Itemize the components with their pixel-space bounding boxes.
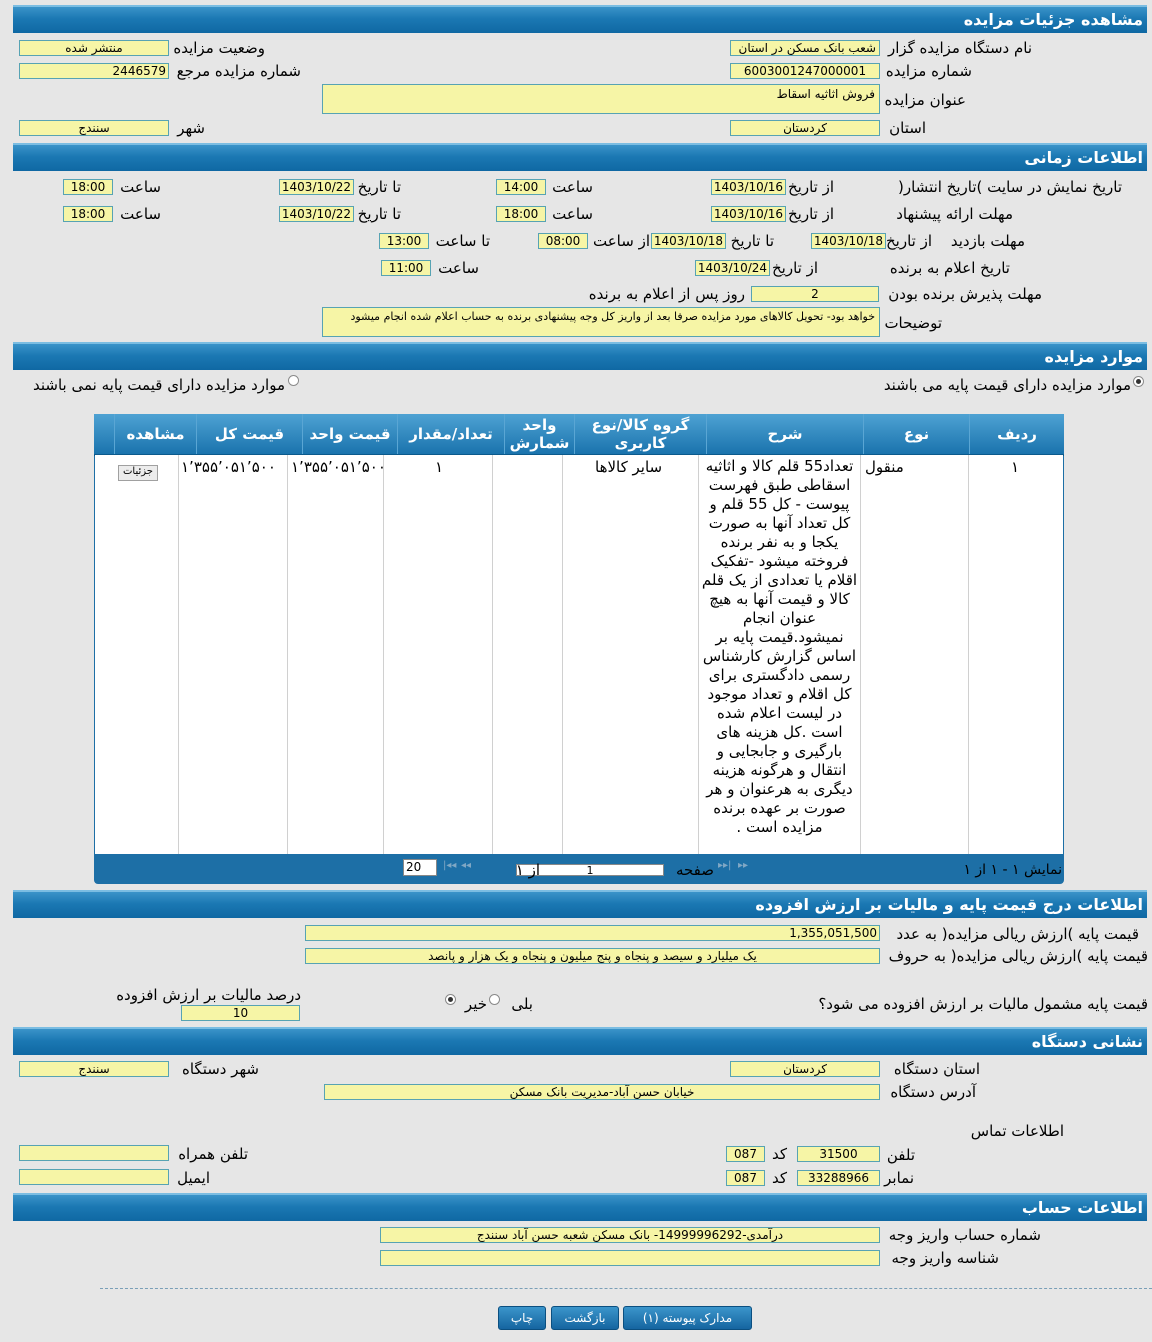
col-divider (562, 455, 563, 854)
city-label: شهر (177, 119, 205, 137)
account-number-label: شماره حساب واریز وجه (888, 1226, 1041, 1244)
offer-label: مهلت ارائه پیشنهاد (896, 205, 1013, 223)
print-button[interactable]: چاپ (498, 1306, 546, 1330)
email-field (19, 1169, 169, 1185)
status-field: منتشر شده (19, 40, 169, 56)
col-divider (287, 455, 288, 854)
number-field: 6003001247000001 (730, 63, 880, 79)
items-table (94, 414, 1064, 884)
status-label: وضعیت مزایده (173, 39, 265, 57)
offer-from-date: 1403/10/16 (711, 206, 786, 222)
page-input[interactable]: 1 (516, 864, 664, 876)
items-table-header (94, 414, 1064, 456)
cell-desc: تعداد55 قلم کالا و اثاثیه اسقاطی طبق فهرست پیوست - کل 55 قلم و کل تعداد آنها به صورت یکجا و به نفر برنده فروخته میشود -تفکیک اقلام یا تعدادی از یک قلم کالا و قیمت آنها به هیچ عنوان انجام نمیشود.قیمت پایه بر اساس گزارش کارشناس رسمی دادگستری برای کل اقلام و تعداد موجود در لیست اعلام شده است .کل هزینه های بارگیری و جابجایی و انتقال و هرگونه هزینه دیگری به هرعنوان و هر صورت بر عهده برنده مزایده است . (701, 457, 858, 836)
winner-from-date-label: از تاریخ (771, 259, 818, 277)
visit-to-hour-label: تا ساعت (435, 232, 490, 250)
pager-summary: نمایش ۱ - ۱ از ۱ (963, 862, 1062, 878)
section-details-header: مشاهده جزئیات مزایده (13, 5, 1147, 33)
publish-from-hour-label: ساعت (552, 178, 593, 196)
province-label: استان (889, 119, 926, 137)
offer-to-time: 18:00 (63, 206, 113, 222)
vat-no-label: خیر (464, 995, 487, 1013)
accept-days: 2 (751, 286, 879, 302)
col-unit-price-header: قیمت واحد (302, 414, 397, 454)
org-city-field: سنندج (19, 1061, 169, 1077)
offer-to-hour-label: ساعت (120, 205, 161, 223)
visit-from-time: 08:00 (538, 233, 588, 249)
offer-from-hour-label: ساعت (552, 205, 593, 223)
vat-yes-radio[interactable] (489, 994, 500, 1005)
winner-time: 11:00 (381, 260, 431, 276)
col-divider (178, 455, 179, 854)
col-total-header: قیمت کل (196, 414, 302, 454)
col-divider (698, 455, 699, 854)
visit-from-date: 1403/10/18 (811, 233, 886, 249)
org-city-label: شهر دستگاه (181, 1060, 259, 1078)
prev-page-icon[interactable]: ◂◂ (461, 860, 472, 871)
notes-label: توضیحات (884, 314, 942, 332)
mobile-label: تلفن همراه (178, 1145, 248, 1163)
cell-type: منقول (865, 458, 904, 476)
publish-from-date: 1403/10/16 (711, 179, 786, 195)
page-label: صفحه (675, 861, 714, 879)
offer-from-date-label: از تاریخ (787, 205, 834, 223)
visit-to-date-label: تا تاریخ (730, 232, 774, 250)
title-field: فروش اثاثیه اسقاط (322, 84, 880, 114)
number-label: شماره مزایده (885, 62, 972, 80)
title-label: عنوان مزایده (884, 91, 966, 109)
payment-id-label: شناسه واریز وجه (891, 1249, 999, 1267)
winner-hour-label: ساعت (438, 259, 479, 277)
cell-row: ۱ (1011, 458, 1020, 476)
col-type-header: نوع (863, 414, 969, 454)
with-base-price-radio[interactable] (1133, 376, 1144, 387)
items-table-body (95, 455, 1063, 854)
without-base-price-label: موارد مزایده دارای قیمت پایه نمی باشند (33, 376, 285, 394)
back-button[interactable]: بازگشت (551, 1306, 619, 1330)
cell-group: سایر کالاها (595, 458, 663, 476)
winner-date: 1403/10/24 (695, 260, 770, 276)
offer-to-date: 1403/10/22 (279, 206, 354, 222)
contact-title: اطلاعات تماس (970, 1122, 1064, 1140)
visit-to-date: 1403/10/18 (651, 233, 726, 249)
attachments-button[interactable]: مدارک پیوسته (۱) (623, 1306, 752, 1330)
with-base-price-label: موارد مزایده دارای قیمت پایه می باشند (883, 376, 1131, 394)
publish-from-date-label: از تاریخ (787, 178, 834, 196)
org-field: شعب بانک مسکن در استان (730, 40, 880, 56)
fax-code-field: 087 (726, 1170, 765, 1186)
col-divider (383, 455, 384, 854)
vat-question: قیمت پایه مشمول مالیات بر ارزش افزوده می شود؟ (818, 995, 1148, 1013)
cell-qty: ۱ (435, 458, 444, 476)
section-time-header: اطلاعات زمانی (13, 143, 1147, 171)
account-number-field: درآمدی-14999996292- بانک مسکن شعبه حسن آباد سنندج (380, 1227, 880, 1243)
base-price-numeric-field: 1,355,051,500 (305, 925, 880, 941)
publish-from-time: 14:00 (496, 179, 546, 195)
org-address-label: آدرس دستگاه (890, 1083, 976, 1101)
publish-to-date: 1403/10/22 (279, 179, 354, 195)
section-base-price-header: اطلاعات درج قیمت پایه و مالیات بر ارزش افزوده (13, 890, 1147, 918)
publish-to-hour-label: ساعت (120, 178, 161, 196)
ref-number-field: 2446579 (19, 63, 169, 79)
vat-percent-field: 10 (181, 1005, 300, 1021)
phone-field: 31500 (797, 1146, 880, 1162)
visit-from-hour-label: از ساعت (593, 232, 650, 250)
offer-from-time: 18:00 (496, 206, 546, 222)
col-row-header: ردیف (969, 414, 1064, 454)
col-desc-header: شرح (706, 414, 863, 454)
next-page-icon[interactable]: ▸▸ (738, 860, 749, 871)
org-province-field: کردستان (730, 1061, 880, 1077)
ref-number-label: شماره مزایده مرجع (176, 62, 301, 80)
col-divider (860, 455, 861, 854)
base-price-numeric-label: قیمت پایه )ارزش ریالی مزایده( به عدد (896, 925, 1139, 943)
last-page-icon[interactable]: ▸▸| (718, 860, 732, 871)
publish-to-date-label: تا تاریخ (357, 178, 401, 196)
col-divider (492, 455, 493, 854)
base-price-words-field: یک میلیارد و سیصد و پنجاه و پنج میلیون و پنجاه و یک هزار و پانصد (305, 948, 880, 964)
col-unit-header: واحد شمارش (504, 414, 574, 454)
col-qty-header: تعداد/مقدار (397, 414, 504, 454)
of-pages: از ۱ (515, 861, 540, 879)
mobile-field (19, 1145, 169, 1161)
org-province-label: استان دستگاه (893, 1060, 980, 1078)
visit-from-date-label: از تاریخ (885, 232, 932, 250)
page-size-select[interactable]: 20 (403, 859, 437, 876)
col-view-header: مشاهده (114, 414, 196, 454)
first-page-icon[interactable]: |◂◂ (443, 860, 457, 871)
fax-code-label: کد (771, 1169, 787, 1187)
section-address-header: نشانی دستگاه (13, 1027, 1147, 1055)
fax-label: نمابر (884, 1169, 914, 1187)
section-items-header: موارد مزایده (13, 342, 1147, 370)
details-button[interactable]: جزئیات (118, 465, 158, 481)
cell-total: ۱٬۳۵۵٬۰۵۱٬۵۰۰ (181, 458, 276, 476)
payment-id-field (380, 1250, 880, 1266)
section-account-header: اطلاعات حساب (13, 1193, 1147, 1221)
vat-no-radio[interactable] (445, 994, 456, 1005)
accept-label: مهلت پذیرش برنده بودن (888, 285, 1042, 303)
base-price-words-label: قیمت پایه )ارزش ریالی مزایده( به حروف (888, 947, 1148, 965)
publish-to-time: 18:00 (63, 179, 113, 195)
province-field: کردستان (730, 120, 880, 136)
cell-unit-price: ۱٬۳۵۵٬۰۵۱٬۵۰۰ (291, 458, 386, 476)
org-address-field: خیابان حسن آباد-مدیریت بانک مسکن (324, 1084, 880, 1100)
publish-label: تاریخ نمایش در سایت )تاریخ انتشار( (898, 178, 1122, 196)
col-group-header: گروه کالا/نوع کاربری (574, 414, 706, 454)
org-label: نام دستگاه مزایده گزار (887, 39, 1032, 57)
divider-dashed (100, 1288, 1152, 1289)
notes-field: خواهد بود- تحویل کالاهای مورد مزایده صرفا بعد از واریز کل وجه پیشنهادی برنده به حساب اعلام شده انجام میشود (322, 307, 880, 337)
vat-yes-label: بلی (511, 995, 533, 1013)
pager (94, 854, 1064, 884)
offer-to-date-label: تا تاریخ (357, 205, 401, 223)
without-base-price-radio[interactable] (288, 375, 299, 386)
email-label: ایمیل (177, 1169, 210, 1187)
fax-field: 33288966 (797, 1170, 880, 1186)
city-field: سنندج (19, 120, 169, 136)
vat-percent-label: درصد مالیات بر ارزش افزوده (116, 986, 301, 1004)
phone-label: تلفن (886, 1146, 915, 1164)
accept-suffix: روز پس از اعلام به برنده (588, 285, 745, 303)
winner-label: تاریخ اعلام به برنده (889, 259, 1010, 277)
visit-to-time: 13:00 (379, 233, 429, 249)
col-divider (968, 455, 969, 854)
phone-code-field: 087 (726, 1146, 765, 1162)
visit-label: مهلت بازدید (950, 232, 1025, 250)
phone-code-label: کد (771, 1145, 787, 1163)
